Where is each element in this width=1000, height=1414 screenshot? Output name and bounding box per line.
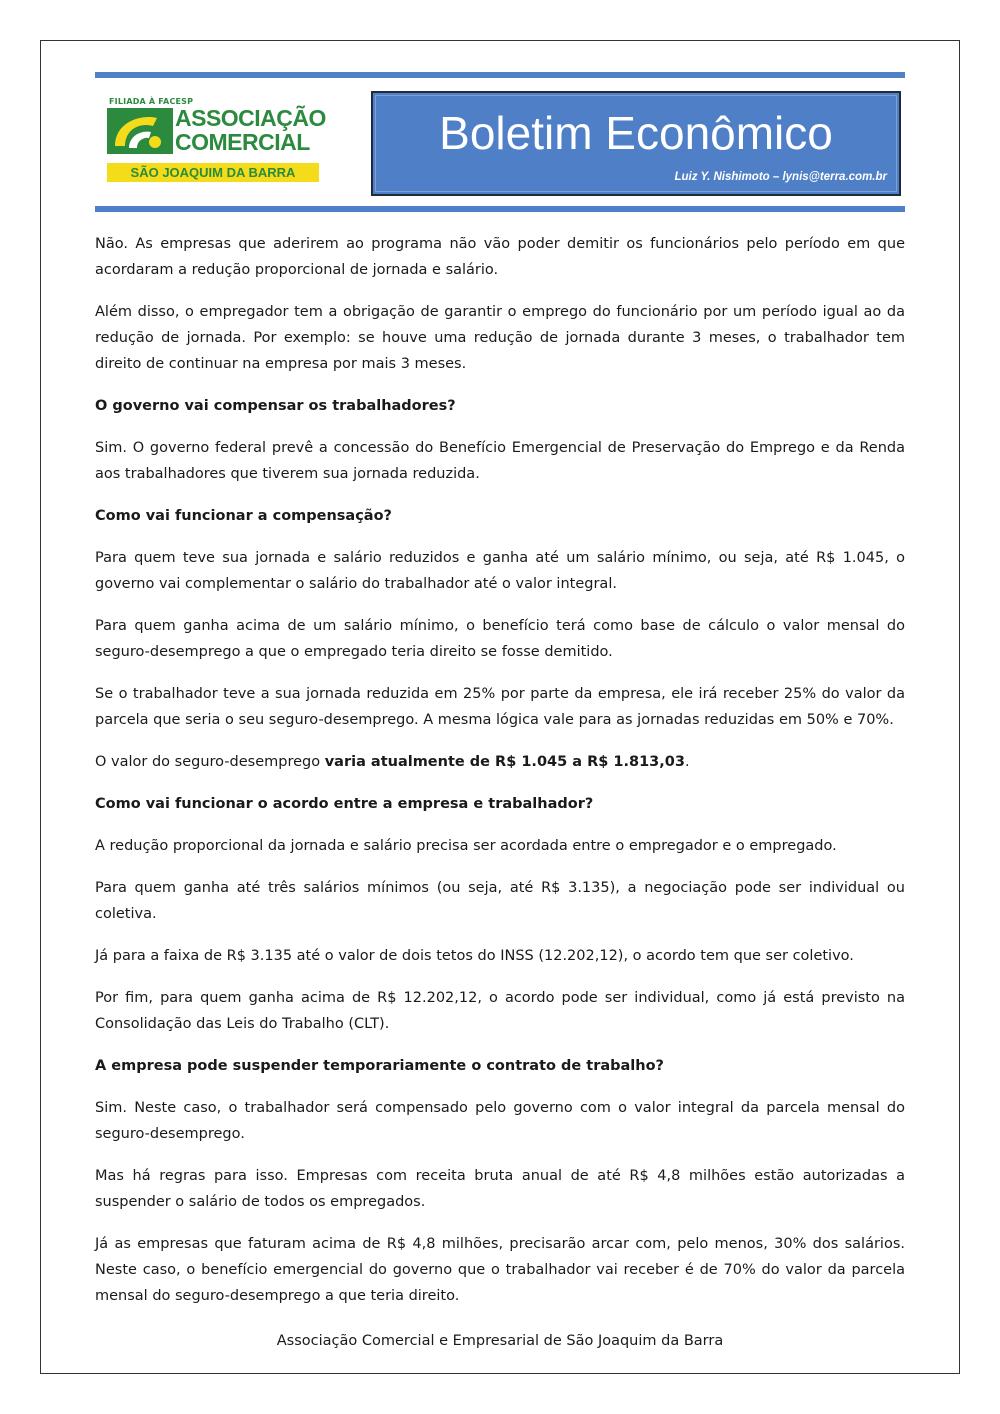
header-bottom-rule	[95, 206, 905, 212]
paragraph-text: O valor do seguro-desemprego	[95, 754, 325, 770]
paragraph: Por fim, para quem ganha acima de R$ 12.202,12, o acordo pode ser individual, como já está previsto na Consolidação das Leis do Trabalho (CLT).	[95, 990, 905, 1032]
paragraph: Já para a faixa de R$ 3.135 até o valor de dois tetos do INSS (12.202,12), o acordo tem que ser coletivo.	[95, 948, 854, 964]
paragraph: Sim. O governo federal prevê a concessão do Benefício Emergencial de Preservação do Emprego e da Renda aos trabalhadores que tiverem sua jornada reduzida.	[95, 440, 905, 482]
paragraph: Não. As empresas que aderirem ao programa não vão poder demitir os funcionários pelo período em que acordaram a redução proporcional de jornada e salário.	[95, 236, 905, 278]
article-body	[95, 231, 905, 1325]
title-banner	[371, 91, 901, 196]
association-logo	[105, 97, 325, 185]
author-credit: Luiz Y. Nishimoto – lynis@terra.com.br	[674, 171, 887, 183]
paragraph: Mas há regras para isso. Empresas com receita bruta anual de até R$ 4,8 milhões estão autorizadas a suspender o salário de todos os empregados.	[95, 1168, 905, 1210]
paragraph: Para quem ganha até três salários mínimos (ou seja, até R$ 3.135), a negociação pode ser individual ou coletiva.	[95, 880, 905, 922]
paragraph: Para quem teve sua jornada e salário reduzidos e ganha até um salário mínimo, ou seja, até R$ 1.045, o governo vai complementar o salário do trabalhador até o valor integral.	[95, 550, 905, 592]
logo-word-associacao: ASSOCIAÇÃO	[175, 105, 326, 131]
logo-word-comercial: COMERCIAL	[175, 129, 310, 155]
page-title: Boletim Econômico	[439, 107, 833, 159]
logo-filiada-text: FILIADA À FACESP	[109, 97, 194, 106]
logo-city-band: SÃO JOAQUIM DA BARRA	[107, 163, 319, 182]
logo-emblem-icon	[107, 108, 173, 154]
paragraph: Se o trabalhador teve a sua jornada reduzida em 25% por parte da empresa, ele irá receber 25% do valor da parcela que seria o seu seguro-desemprego. A mesma lógica vale para as jornadas reduzidas em 50% e 70%.	[95, 686, 905, 728]
paragraph: Sim. Neste caso, o trabalhador será compensado pelo governo com o valor integral da parcela mensal do seguro-desemprego.	[95, 1100, 905, 1142]
section-heading: A empresa pode suspender temporariamente o contrato de trabalho?	[95, 1058, 664, 1074]
page-footer: Associação Comercial e Empresarial de São Joaquim da Barra	[276, 1333, 724, 1349]
section-heading: Como vai funcionar o acordo entre a empresa e trabalhador?	[95, 796, 594, 812]
paragraph: Para quem ganha acima de um salário mínimo, o benefício terá como base de cálculo o valor mensal do seguro-desemprego a que o empregado teria direito se fosse demitido.	[95, 618, 905, 660]
header-top-rule	[95, 72, 905, 78]
section-heading: Como vai funcionar a compensação?	[95, 508, 392, 524]
paragraph-text: .	[684, 754, 690, 770]
paragraph: Além disso, o empregador tem a obrigação de garantir o emprego do funcionário por um período igual ao da redução de jornada. Por exemplo: se houve uma redução de jornada durante 3 meses, o trabalhador tem direito de continuar na empresa por mais 3 meses.	[95, 304, 905, 372]
paragraph: Já as empresas que faturam acima de R$ 4,8 milhões, precisarão arcar com, pelo menos, 30% dos salários. Neste caso, o benefício emergencial do governo que o trabalhador vai receber é de 70% do valor da parcela mensal do seguro-desemprego a que teria direito.	[95, 1236, 905, 1304]
emphasis-text: varia atualmente de R$ 1.045 a R$ 1.813,03	[324, 754, 685, 770]
section-heading: O governo vai compensar os trabalhadores?	[95, 398, 456, 414]
paragraph: A redução proporcional da jornada e salário precisa ser acordada entre o empregador e o empregado.	[95, 838, 837, 854]
paragraph-with-emphasis	[95, 749, 905, 775]
